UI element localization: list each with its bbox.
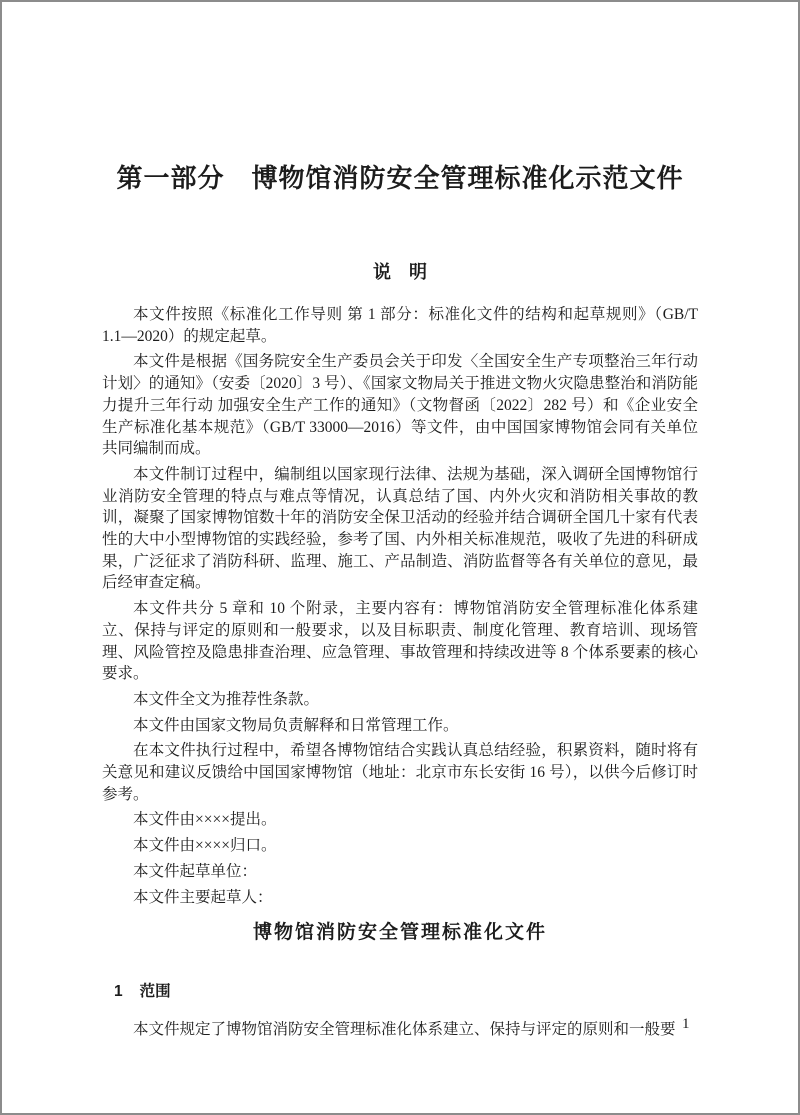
statement-paragraph: 本文件由国家文物局负责解释和日常管理工作。 — [133, 716, 459, 734]
clause-heading — [114, 982, 698, 1002]
standard-title: 博物馆消防安全管理标准化文件 — [252, 922, 547, 944]
statement-paragraph: 本文件主要起草人： — [133, 888, 273, 906]
statement-paragraph: 本文件由××××归口。 — [133, 837, 277, 855]
statement-paragraphs — [102, 304, 698, 908]
page-content — [2, 162, 798, 1041]
clause-title: 范围 — [139, 983, 171, 1001]
clause-number: 1 — [114, 983, 123, 1001]
statement-paragraph: 本文件制订过程中，编制组以国家现行法律、法规为基础，深入调研全国博物馆行业消防安全管理的特点与难点等情况，认真总结了国、内外火灾和消防相关事故的教训，凝聚了国家博物馆数十年的消防安全保卫活动的经验并结合调研全国几十家有代表性的大中小型博物馆的实践经验，参考了国、内外相关标准规范，吸收了先进的科研成果，广泛征求了消防科研、监理、施工、产品制造、消防监督等各有关单位的意见，最后经审查定稿。 — [102, 465, 698, 592]
statement-paragraph: 本文件全文为推荐性条款。 — [133, 690, 320, 708]
statement-paragraph: 本文件由××××提出。 — [133, 811, 277, 829]
statement-heading: 说 明 — [373, 262, 427, 282]
clause-body-paragraph: 本文件规定了博物馆消防安全管理标准化体系建立、保持与评定的原则和一般要 — [133, 1021, 676, 1039]
part-title: 第一部分 博物馆消防安全管理标准化示范文件 — [116, 164, 684, 193]
statement-paragraph: 本文件是根据《国务院安全生产委员会关于印发〈全国安全生产专项整治三年行动计划〉的通知》（安委〔2020〕3 号）、《国家文物局关于推进文物火灾隐患整治和消防能力提升三年行动 加强安全生产工作的通知》（文物督函〔2022〕282 号）和《企业安全生产标准化基本规范》（GB/T 33000—2016）等文件，由中国国家博物馆会同有关单位共同编制而成。 — [102, 353, 698, 458]
page-number: 1 — [682, 1016, 690, 1032]
statement-paragraph: 本文件起草单位： — [133, 862, 258, 880]
statement-paragraph: 在本文件执行过程中，希望各博物馆结合实践认真总结经验，积累资料，随时将有关意见和建议反馈给中国国家博物馆（地址：北京市东长安街 16 号），以供今后修订时参考。 — [102, 742, 698, 803]
statement-paragraph: 本文件按照《标准化工作导则 第 1 部分：标准化文件的结构和起草规则》（GB/T 1.1—2020）的规定起草。 — [102, 306, 698, 345]
statement-paragraph: 本文件共分 5 章和 10 个附录，主要内容有：博物馆消防安全管理标准化体系建立、保持与评定的原则和一般要求，以及目标职责、制度化管理、教育培训、现场管理、风险管控及隐患排查治理、应急管理、事故管理和持续改进等 8 个体系要素的核心要求。 — [102, 600, 698, 683]
